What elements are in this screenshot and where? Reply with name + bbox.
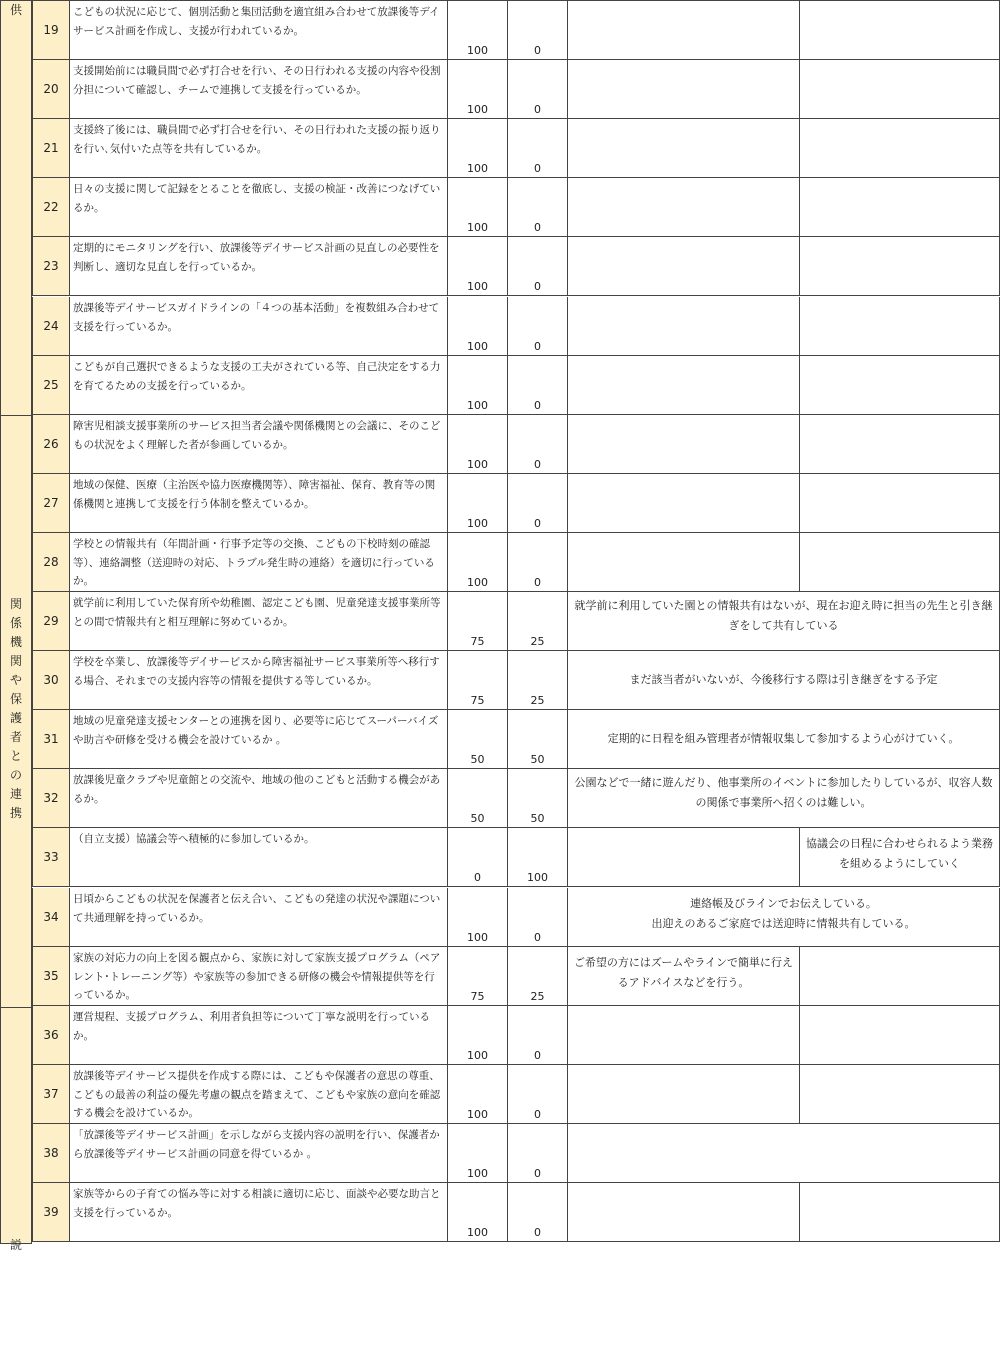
yes-percent-cell xyxy=(448,119,508,178)
category-label-char: 説 xyxy=(9,1238,22,1252)
no-percent-cell xyxy=(508,1183,568,1242)
remark-cell-right xyxy=(800,237,1000,296)
question-text: 支援開始前には職員間で必ず打合せを行い、その日行われる支援の内容や役割分担について確認し、チームで連携して支援を行っているか。 xyxy=(70,60,448,119)
question-text: 放課後等デイサービスガイドラインの「４つの基本活動」を複数組み合わせて支援を行っているか。 xyxy=(70,297,448,356)
remark-cell-left xyxy=(568,297,800,356)
remark-cell-left xyxy=(568,828,800,887)
table-row xyxy=(32,237,1000,296)
no-percent-cell xyxy=(508,769,568,828)
remark-cell-left xyxy=(568,1065,800,1124)
category-label-char: 係 xyxy=(9,616,22,630)
no-percent-cell xyxy=(508,651,568,710)
table-row xyxy=(32,1,1000,60)
table-row xyxy=(32,474,1000,533)
remark-cell-left xyxy=(568,178,800,237)
yes-percent: 100 xyxy=(467,221,488,234)
question-text: 定期的にモニタリングを行い、放課後等デイサービス計画の見直しの必要性を判断し、適切な見直しを行っているか。 xyxy=(70,237,448,296)
no-percent-cell xyxy=(508,1,568,60)
yes-percent-cell xyxy=(448,178,508,237)
question-text: 学校を卒業し、放課後等デイサービスから障害福祉サービス事業所等へ移行する場合、それまでの支援内容等の情報を提供する等しているか。 xyxy=(70,651,448,710)
remark-line: 連絡帳及びラインでお伝えしている。 xyxy=(690,897,877,910)
question-text: 障害児相談支援事業所のサービス担当者会議や関係機関との会議に、そのこどもの状況をよく理解した者が参画しているか。 xyxy=(70,415,448,474)
category-label-char: の xyxy=(9,768,22,782)
remark-cell xyxy=(568,769,1000,828)
remark-cell-right xyxy=(800,474,1000,533)
item-number: 22 xyxy=(32,178,70,237)
no-percent: 0 xyxy=(534,1108,541,1121)
question-text: 地域の保健、医療（主治医や協力医療機関等）、障害福祉、保育、教育等の関係機関と連携して支援を行う体制を整えているか。 xyxy=(70,474,448,533)
item-number: 35 xyxy=(32,947,70,1006)
no-percent-cell xyxy=(508,888,568,947)
remark-cell-right xyxy=(800,1183,1000,1242)
no-percent-cell xyxy=(508,710,568,769)
question-text: （自立支援）協議会等へ積極的に参加しているか。 xyxy=(70,828,448,887)
table-row xyxy=(32,592,1000,651)
remark-cell-right xyxy=(800,1065,1000,1124)
item-number: 21 xyxy=(32,119,70,178)
table-row xyxy=(32,1124,1000,1183)
yes-percent: 50 xyxy=(470,812,485,825)
no-percent-cell xyxy=(508,828,568,887)
remark-cell xyxy=(568,710,1000,769)
question-text: 地域の児童発達支援センターとの連携を図り、必要等に応じてスーパーバイズや助言や研修を受ける機会を設けているか 。 xyxy=(70,710,448,769)
item-number: 26 xyxy=(32,415,70,474)
category-label-char: 機 xyxy=(9,635,22,649)
remark-cell xyxy=(568,1124,1000,1183)
yes-percent: 0 xyxy=(474,871,481,884)
no-percent: 0 xyxy=(534,103,541,116)
category-label-char: 携 xyxy=(9,806,22,820)
question-text: こどもの状況に応じて、個別活動と集団活動を適宜組み合わせて放課後等デイサービス計画を作成し、支援が行われているか。 xyxy=(70,1,448,60)
remark-cell-left xyxy=(568,119,800,178)
category-label-char: 者 xyxy=(9,730,22,744)
no-percent-cell xyxy=(508,1065,568,1124)
question-text: 家族の対応力の向上を図る観点から、家族に対して家族支援プログラム（ペアレント･トレーニング等）や家族等の参加できる研修の機会や情報提供等を行っているか。 xyxy=(70,947,448,1006)
question-text: 学校との情報共有（年間計画・行事予定等の交換、こどもの下校時刻の確認等）、連絡調整（送迎時の対応、トラブル発生時の連絡）を適切に行っているか。 xyxy=(70,533,448,592)
no-percent: 0 xyxy=(534,399,541,412)
category-label-char: 護 xyxy=(9,711,22,725)
yes-percent: 100 xyxy=(467,576,488,589)
remark-text xyxy=(568,888,999,934)
item-number: 24 xyxy=(32,297,70,356)
no-percent: 25 xyxy=(530,990,545,1003)
question-text: 日々の支援に関して記録をとることを徹底し、支援の検証・改善につなげているか。 xyxy=(70,178,448,237)
no-percent: 0 xyxy=(534,280,541,293)
no-percent-cell xyxy=(508,297,568,356)
no-percent: 25 xyxy=(530,635,545,648)
category-label-vertical xyxy=(9,595,23,823)
item-number: 37 xyxy=(32,1065,70,1124)
yes-percent-cell xyxy=(448,1006,508,1065)
yes-percent: 100 xyxy=(467,280,488,293)
remark-cell-right xyxy=(800,1006,1000,1065)
table-row xyxy=(32,828,1000,887)
yes-percent: 100 xyxy=(467,103,488,116)
no-percent-cell xyxy=(508,178,568,237)
question-text: 就学前に利用していた保育所や幼稚園、認定こども園、児童発達支援事業所等との間で情報共有と相互理解に努めているか。 xyxy=(70,592,448,651)
category-cell-teikyo xyxy=(0,0,32,416)
category-label-char: 保 xyxy=(9,692,22,706)
no-percent-cell xyxy=(508,237,568,296)
no-percent: 0 xyxy=(534,458,541,471)
yes-percent: 100 xyxy=(467,1108,488,1121)
remark-text: 公園などで一緒に遊んだり、他事業所のイベントに参加したりしているが、収容人数の関係で事業所へ招くのは難しい。 xyxy=(574,776,993,809)
no-percent: 0 xyxy=(534,931,541,944)
no-percent-cell xyxy=(508,1124,568,1183)
no-percent: 50 xyxy=(530,812,545,825)
no-percent: 0 xyxy=(534,44,541,57)
yes-percent-cell xyxy=(448,297,508,356)
remark-cell-right xyxy=(800,356,1000,415)
yes-percent: 100 xyxy=(467,44,488,57)
yes-percent-cell xyxy=(448,947,508,1006)
yes-percent-cell xyxy=(448,1065,508,1124)
yes-percent-cell xyxy=(448,474,508,533)
remark-cell-right xyxy=(800,947,1000,1006)
yes-percent-cell xyxy=(448,1183,508,1242)
yes-percent: 75 xyxy=(470,635,485,648)
no-percent-cell xyxy=(508,947,568,1006)
no-percent: 0 xyxy=(534,340,541,353)
table-row xyxy=(32,415,1000,474)
yes-percent-cell xyxy=(448,592,508,651)
item-number: 36 xyxy=(32,1006,70,1065)
remark-cell-right xyxy=(800,415,1000,474)
remark-text: まだ該当者がいないが、今後移行する際は引き継ぎをする予定 xyxy=(629,673,938,686)
item-number: 32 xyxy=(32,769,70,828)
remark-cell-left xyxy=(568,237,800,296)
remark-cell-right xyxy=(800,60,1000,119)
category-label-char: と xyxy=(9,749,22,763)
item-number: 33 xyxy=(32,828,70,887)
table-row xyxy=(32,1006,1000,1065)
no-percent: 0 xyxy=(534,221,541,234)
table-row xyxy=(32,533,1000,592)
remark-cell-left xyxy=(568,1,800,60)
table-row xyxy=(32,651,1000,710)
item-number: 29 xyxy=(32,592,70,651)
no-percent: 0 xyxy=(534,1049,541,1062)
yes-percent: 75 xyxy=(470,990,485,1003)
question-text: 「放課後等デイサービス計画」を示しながら支援内容の説明を行い、保護者から放課後等デイサービス計画の同意を得ているか 。 xyxy=(70,1124,448,1183)
item-number: 20 xyxy=(32,60,70,119)
no-percent: 100 xyxy=(527,871,548,884)
yes-percent: 50 xyxy=(470,753,485,766)
item-number: 30 xyxy=(32,651,70,710)
item-number: 34 xyxy=(32,888,70,947)
yes-percent-cell xyxy=(448,710,508,769)
yes-percent-cell xyxy=(448,888,508,947)
no-percent: 0 xyxy=(534,1167,541,1180)
yes-percent: 100 xyxy=(467,399,488,412)
category-label-char: 関 xyxy=(9,597,22,611)
yes-percent-cell xyxy=(448,356,508,415)
table-row xyxy=(32,947,1000,1006)
category-cell-next xyxy=(0,1007,32,1252)
question-text: 日頃からこどもの状況を保護者と伝え合い、こどもの発達の状況や課題について共通理解を持っているか。 xyxy=(70,888,448,947)
item-number: 19 xyxy=(32,1,70,60)
yes-percent: 100 xyxy=(467,162,488,175)
remark-text xyxy=(568,1124,999,1130)
remark-cell-left xyxy=(568,415,800,474)
no-percent: 0 xyxy=(534,517,541,530)
remark-text: 協議会の日程に合わせられるよう業務を組めるようにしていく xyxy=(806,837,993,870)
question-text: 支援終了後には、職員間で必ず打合せを行い、その日行われた支援の振り返りを行い､気付いた点等を共有しているか。 xyxy=(70,119,448,178)
remark-cell-right xyxy=(800,119,1000,178)
table-row xyxy=(32,178,1000,237)
table-row xyxy=(32,1183,1000,1242)
table-row xyxy=(32,888,1000,947)
item-number: 23 xyxy=(32,237,70,296)
remark-cell-right xyxy=(800,297,1000,356)
remark-cell-right xyxy=(800,1,1000,60)
yes-percent: 100 xyxy=(467,458,488,471)
table-row xyxy=(32,710,1000,769)
remark-text: 定期的に日程を組み管理者が情報収集して参加するよう心がけていく。 xyxy=(607,732,960,745)
question-text: 運営規程、支援プログラム、利用者負担等について丁寧な説明を行っているか。 xyxy=(70,1006,448,1065)
yes-percent: 100 xyxy=(467,1049,488,1062)
yes-percent-cell xyxy=(448,651,508,710)
table-row xyxy=(32,356,1000,415)
yes-percent: 100 xyxy=(467,1167,488,1180)
remark-cell-left xyxy=(568,474,800,533)
remark-cell-left xyxy=(568,60,800,119)
category-label-char: 関 xyxy=(9,654,22,668)
yes-percent: 100 xyxy=(467,1226,488,1239)
remark-cell-left xyxy=(568,356,800,415)
remark-line: 出迎えのあるご家庭では送迎時に情報共有している。 xyxy=(651,917,916,930)
yes-percent: 75 xyxy=(470,694,485,707)
yes-percent-cell xyxy=(448,1124,508,1183)
no-percent-cell xyxy=(508,356,568,415)
remark-cell-left xyxy=(568,1006,800,1065)
no-percent: 0 xyxy=(534,1226,541,1239)
remark-text: ご希望の方にはズームやラインで簡単に行えるアドバイスなどを行う。 xyxy=(573,956,794,989)
item-number: 27 xyxy=(32,474,70,533)
remark-cell xyxy=(568,651,1000,710)
yes-percent-cell xyxy=(448,1,508,60)
item-number: 31 xyxy=(32,710,70,769)
question-text: 放課後児童クラブや児童館との交流や、地域の他のこどもと活動する機会があるか。 xyxy=(70,769,448,828)
yes-percent: 100 xyxy=(467,931,488,944)
category-label-char: 供 xyxy=(9,3,22,17)
table-row xyxy=(32,769,1000,828)
item-number: 25 xyxy=(32,356,70,415)
remark-cell xyxy=(568,947,800,1006)
table-row xyxy=(32,119,1000,178)
no-percent-cell xyxy=(508,533,568,592)
yes-percent-cell xyxy=(448,828,508,887)
item-number: 28 xyxy=(32,533,70,592)
no-percent: 0 xyxy=(534,576,541,589)
item-number: 39 xyxy=(32,1183,70,1242)
no-percent-cell xyxy=(508,119,568,178)
question-text: こどもが自己選択できるような支援の工夫がされている等、自己決定をする力を育てるための支援を行っているか。 xyxy=(70,356,448,415)
no-percent-cell xyxy=(508,1006,568,1065)
yes-percent: 100 xyxy=(467,340,488,353)
remark-cell-right xyxy=(800,178,1000,237)
remark-cell-right xyxy=(800,533,1000,592)
no-percent: 0 xyxy=(534,162,541,175)
no-percent: 50 xyxy=(530,753,545,766)
remark-cell xyxy=(568,888,1000,947)
question-text: 家族等からの子育ての悩み等に対する相談に適切に応じ、面談や必要な助言と支援を行っているか。 xyxy=(70,1183,448,1242)
no-percent-cell xyxy=(508,60,568,119)
yes-percent-cell xyxy=(448,769,508,828)
yes-percent-cell xyxy=(448,533,508,592)
remark-cell-left xyxy=(568,1183,800,1242)
remark-text: 就学前に利用していた園との情報共有はないが、現在お迎え時に担当の先生と引き継ぎをして共有している xyxy=(574,599,993,632)
yes-percent: 100 xyxy=(467,517,488,530)
category-label-char: や xyxy=(9,673,22,687)
yes-percent-cell xyxy=(448,60,508,119)
no-percent-cell xyxy=(508,415,568,474)
table-row xyxy=(32,60,1000,119)
table-row xyxy=(32,297,1000,356)
remark-cell xyxy=(800,828,1000,887)
remark-cell-left xyxy=(568,533,800,592)
category-label-char: 連 xyxy=(9,787,22,801)
question-text: 放課後等デイサービス提供を作成する際には、こどもや保護者の意思の尊重、こどもの最善の利益の優先考慮の観点を踏まえて、こどもや家族の意向を確認する機会を設けているか。 xyxy=(70,1065,448,1124)
no-percent: 25 xyxy=(530,694,545,707)
yes-percent-cell xyxy=(448,237,508,296)
item-number: 38 xyxy=(32,1124,70,1183)
no-percent-cell xyxy=(508,592,568,651)
table-row xyxy=(32,1065,1000,1124)
category-cell-renkei xyxy=(0,415,32,1008)
remark-cell xyxy=(568,592,1000,651)
no-percent-cell xyxy=(508,474,568,533)
yes-percent-cell xyxy=(448,415,508,474)
